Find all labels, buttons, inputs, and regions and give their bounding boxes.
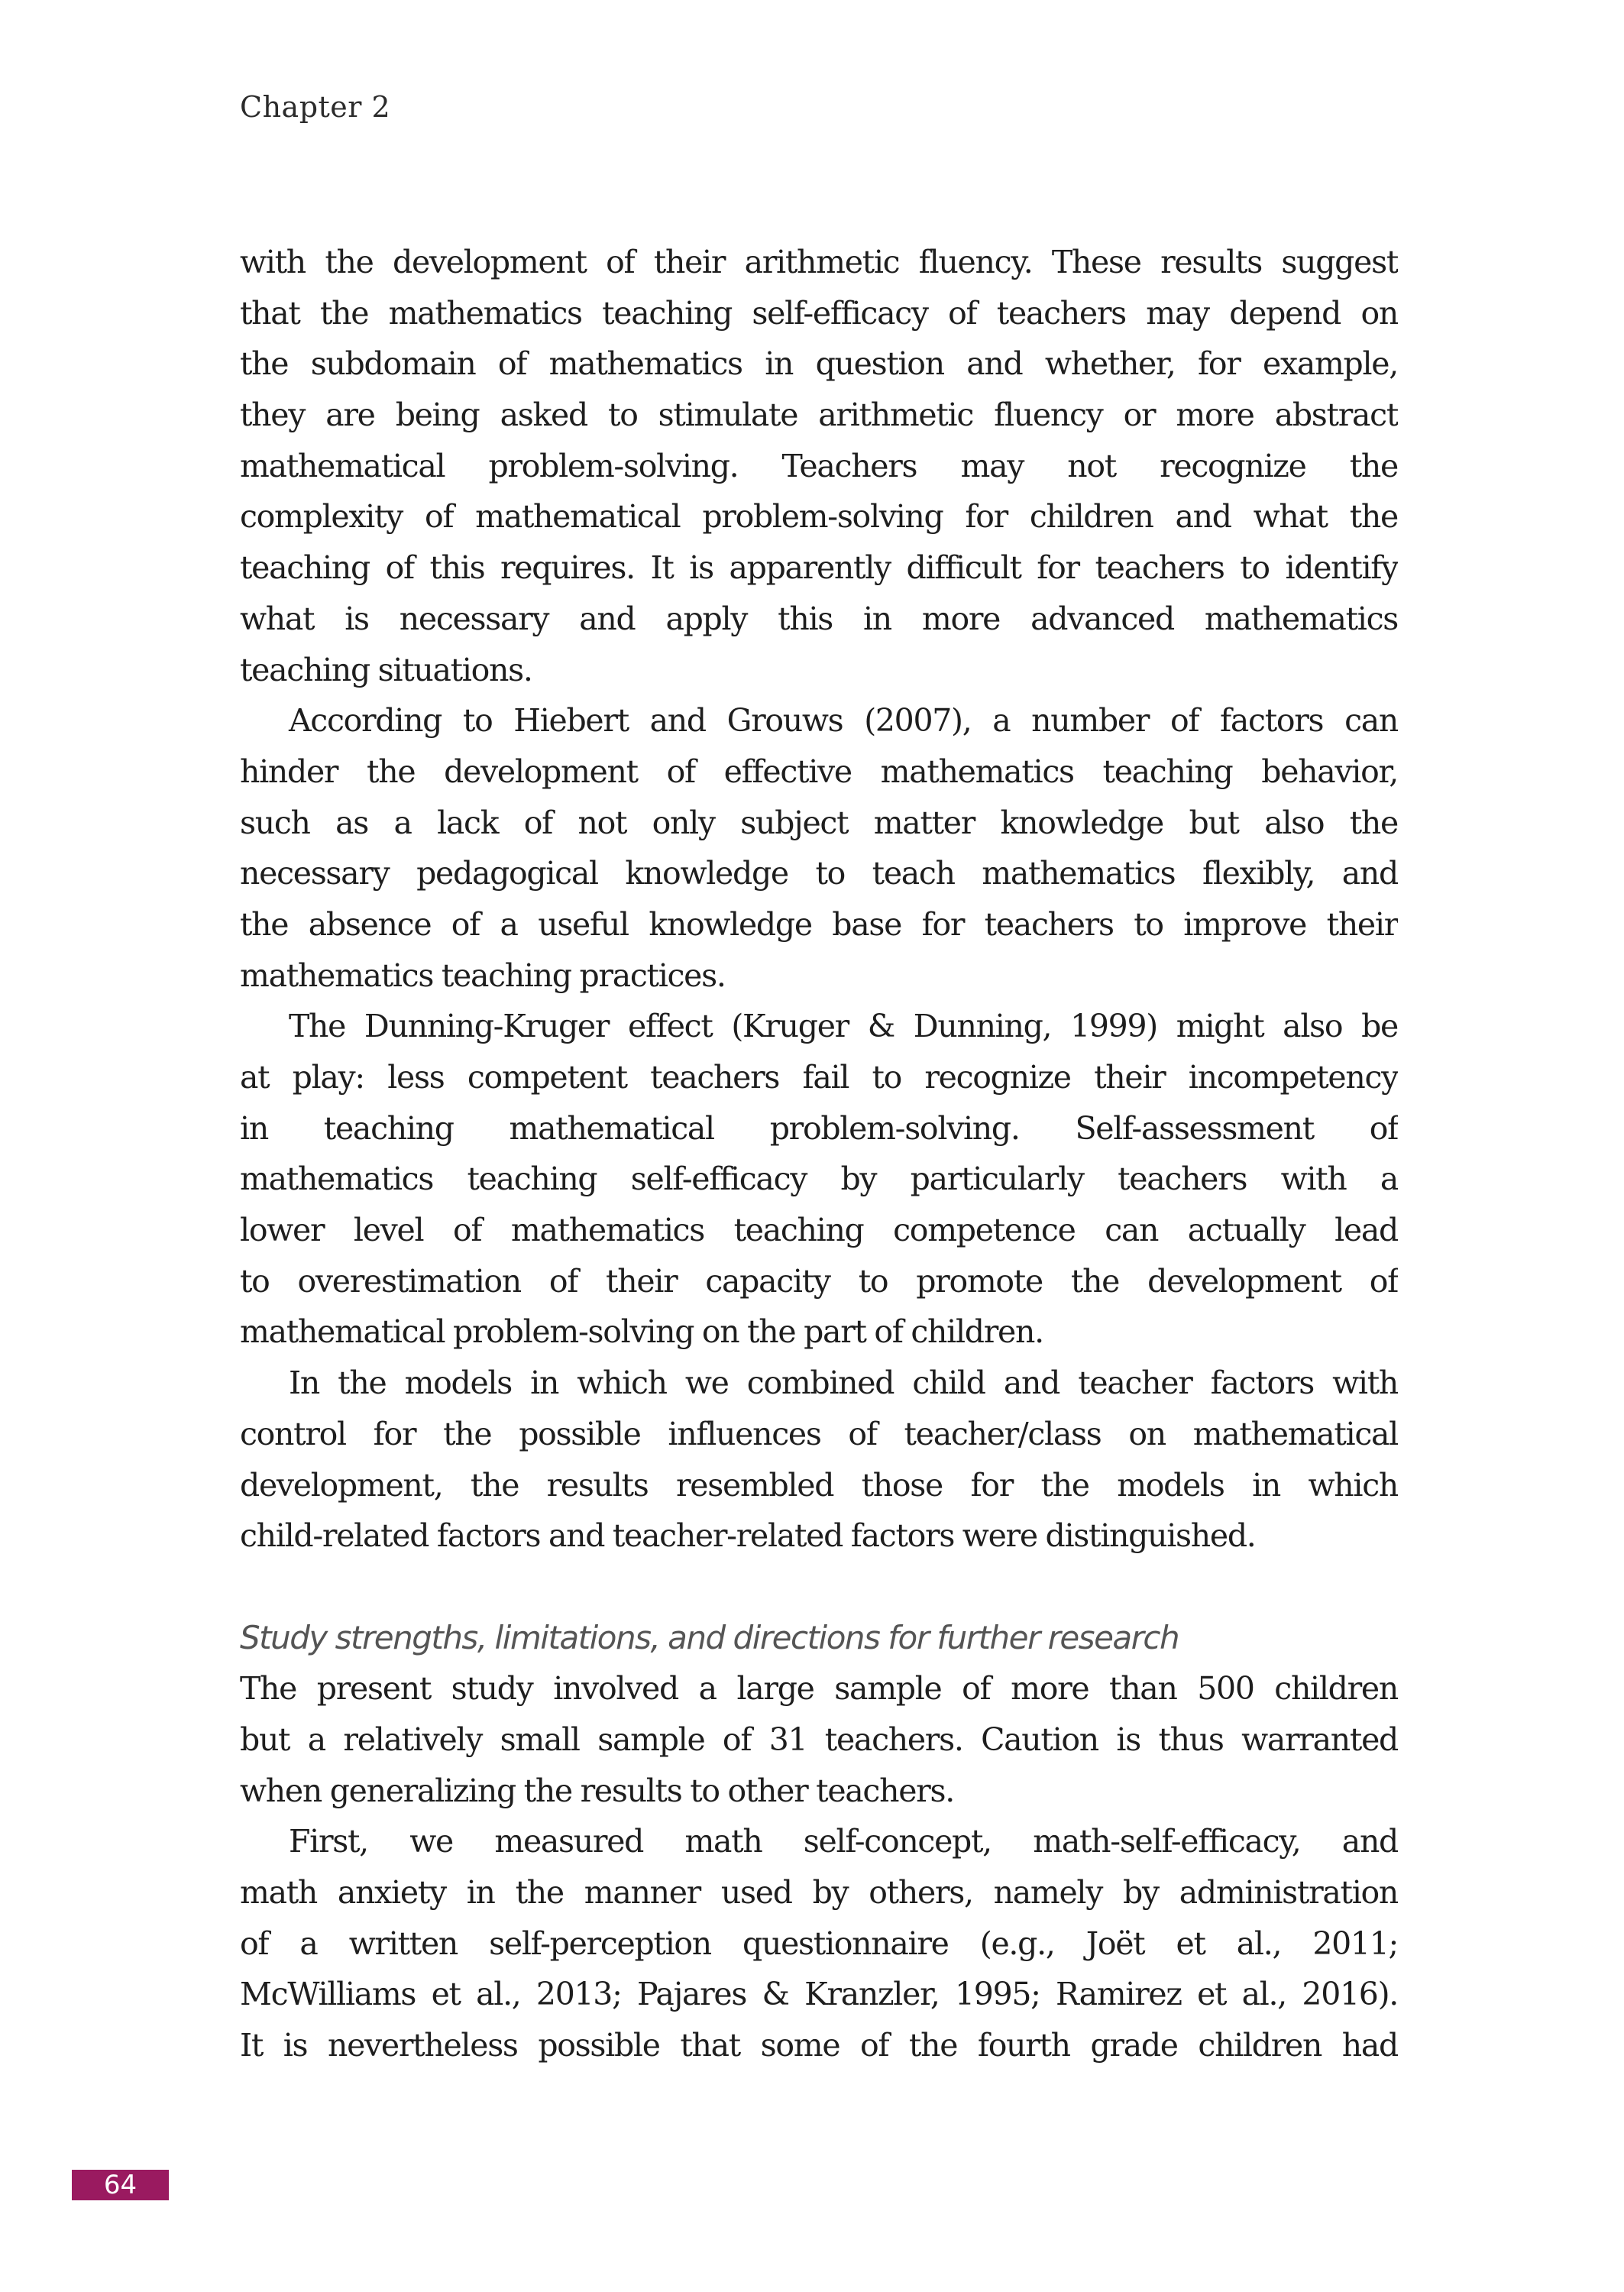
text-line: development, the results resembled those for the models in which [240, 1466, 1398, 1504]
text-line: lower level of mathematics teaching competence can actually lead [240, 1212, 1398, 1249]
text-line: at play: less competent teachers fail to recognize their incompetency [240, 1059, 1398, 1096]
text-line: in teaching mathematical problem-solving. Self-assessment of [240, 1109, 1398, 1147]
text-line: McWilliams et al., 2013; Pajares & Kranzler, 1995; Ramirez et al., 2016). [240, 1976, 1398, 2013]
text-line: math anxiety in the manner used by others, namely by administration [240, 1874, 1398, 1911]
text-line: In the models in which we combined child and teacher factors with [289, 1365, 1398, 1402]
paragraph [240, 1358, 1398, 1562]
text-line: when generalizing the results to other teachers. [240, 1772, 954, 1809]
text-line: the subdomain of mathematics in question and whether, for example, [240, 345, 1398, 383]
paragraph [240, 1663, 1398, 1816]
body-text [240, 237, 1398, 2071]
text-line: The Dunning-Kruger effect (Kruger & Dunning, 1999) might also be [289, 1008, 1398, 1045]
text-line: complexity of mathematical problem-solving for children and what the [240, 498, 1398, 536]
text-line: teaching of this requires. It is apparently difficult for teachers to identify [240, 549, 1398, 587]
section-heading: Study strengths, limitations, and directions for further research [240, 1618, 1179, 1656]
text-line: but a relatively small sample of 31 teachers. Caution is thus warranted [240, 1721, 1398, 1758]
text-line: hinder the development of effective mathematics teaching behavior, [240, 753, 1398, 790]
text-line: mathematical problem-solving. Teachers may not recognize the [240, 447, 1398, 484]
text-line: mathematical problem-solving on the part of children. [240, 1313, 1043, 1351]
text-line: First, we measured math self-concept, math-self-efficacy, and [289, 1823, 1398, 1860]
text-line: It is nevertheless possible that some of the fourth grade children had [240, 2027, 1398, 2064]
paragraph [240, 1816, 1398, 2070]
section-spacer [240, 1562, 1398, 1613]
running-head: Chapter 2 [240, 90, 391, 124]
text-line: the absence of a useful knowledge base for teachers to improve their [240, 905, 1398, 943]
text-line: mathematics teaching self-efficacy by particularly teachers with a [240, 1161, 1398, 1198]
text-line: that the mathematics teaching self-efficacy of teachers may depend on [240, 294, 1398, 332]
text-line: necessary pedagogical knowledge to teach mathematics flexibly, and [240, 855, 1398, 892]
page-number-badge: 64 [72, 2170, 169, 2200]
text-line: The present study involved a large sample of more than 500 children [240, 1670, 1398, 1708]
text-line: control for the possible influences of teacher/class on mathematical [240, 1415, 1398, 1452]
text-line: what is necessary and apply this in more advanced mathematics [240, 600, 1398, 637]
text-line: such as a lack of not only subject matter knowledge but also the [240, 804, 1398, 841]
text-line: they are being asked to stimulate arithmetic fluency or more abstract [240, 397, 1398, 434]
text-line: According to Hiebert and Grouws (2007), a number of factors can [289, 702, 1398, 740]
paragraph [240, 695, 1398, 1001]
text-line: mathematics teaching practices. [240, 957, 726, 994]
text-line: with the development of their arithmetic fluency. These results suggest [240, 244, 1398, 280]
text-line: of a written self-perception questionnaire (e.g., Joët et al., 2011; [240, 1925, 1398, 1962]
paragraph [240, 1001, 1398, 1358]
text-line: child-related factors and teacher-related factors were distinguished. [240, 1517, 1256, 1555]
text-line: teaching situations. [240, 651, 532, 688]
text-line: to overestimation of their capacity to promote the development of [240, 1262, 1398, 1300]
paragraph [240, 237, 1398, 695]
